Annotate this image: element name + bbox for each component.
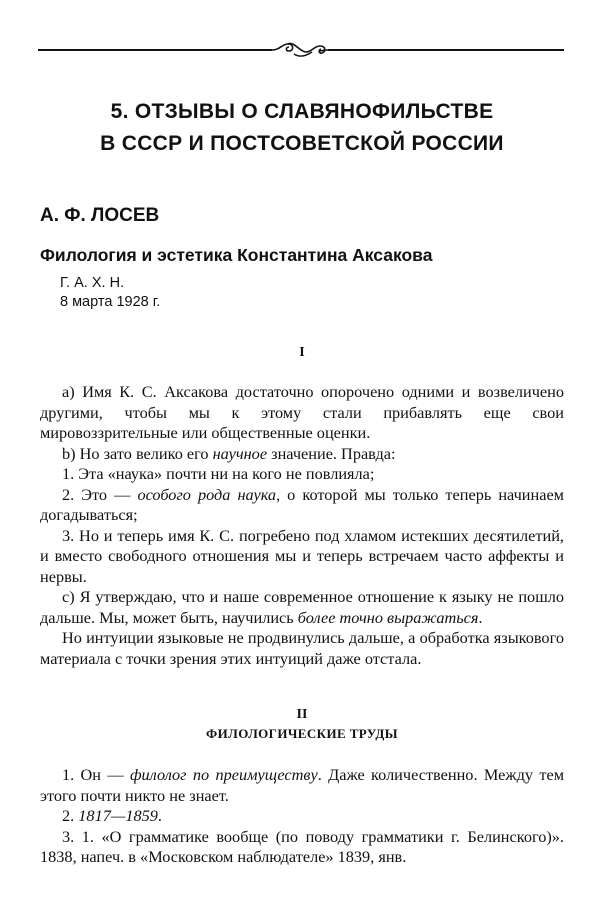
chapter-title-line-2: В СССР И ПОСТСОВЕТСКОЙ РОССИИ — [100, 132, 504, 155]
paragraph: 3. Но и теперь имя К. С. погребено под хламом истекших десятилетий, и вместо свободного отношения мы и теперь встречаем часто аффекты и нервы. — [40, 525, 564, 586]
work-title: Филология и эстетика Константина Аксакова — [40, 245, 433, 265]
paragraph: b) Но зато велико его научное значение. Правда: — [62, 443, 396, 463]
author-name: А. Ф. ЛОСЕВ — [40, 205, 160, 226]
paragraph: а) Имя К. С. Аксакова достаточно опорочено одними и возвеличено другими, чтобы мы к этому стали прибавлять еще свои мировоззрительные или общественные оценки. — [40, 382, 564, 442]
paragraph: Но интуиции языковые не продвинулись дальше, а обработка языкового материала с точки зрения этих интуиций даже отстала. — [40, 628, 564, 668]
dateline-org: Г. А. Х. Н. — [60, 275, 125, 291]
section-1-body — [40, 382, 564, 669]
scroll-flourish-icon — [270, 38, 330, 62]
paragraph: 3. 1. «О грамматике вообще (по поводу грамматики г. Белинского)». 1838, напеч. в «Московском наблюдателе» 1839, янв. — [40, 826, 564, 866]
header-rule-right — [328, 49, 564, 51]
paragraph: 1. Эта «наука» почти ни на кого не повлияла; — [62, 464, 375, 483]
dateline-date: 8 марта 1928 г. — [60, 294, 161, 310]
section-numeral-1: I — [299, 345, 305, 360]
section-numeral-2: II — [296, 707, 308, 722]
paragraph: c) Я утверждаю, что и наше современное отношение к языку не пошло дальше. Мы, может быть, научились более точно выражаться. — [40, 587, 564, 627]
chapter-title-line-1: 5. ОТЗЫВЫ О СЛАВЯНОФИЛЬСТВЕ — [110, 100, 494, 123]
chapter-title — [40, 96, 564, 160]
section-2-body — [40, 765, 564, 868]
section-2-title: ФИЛОЛОГИЧЕСКИЕ ТРУДЫ — [206, 726, 398, 741]
paragraph: 2. 1817—1859. — [62, 806, 162, 825]
paragraph: 1. Он — филолог по преимуществу. Даже количественно. Между тем этого почти никто не знает. — [40, 765, 564, 805]
dateline — [60, 274, 160, 312]
header-rule-left — [38, 49, 272, 51]
paragraph: 2. Это — особого рода наука, о которой мы только теперь начинаем догадываться; — [40, 484, 564, 524]
